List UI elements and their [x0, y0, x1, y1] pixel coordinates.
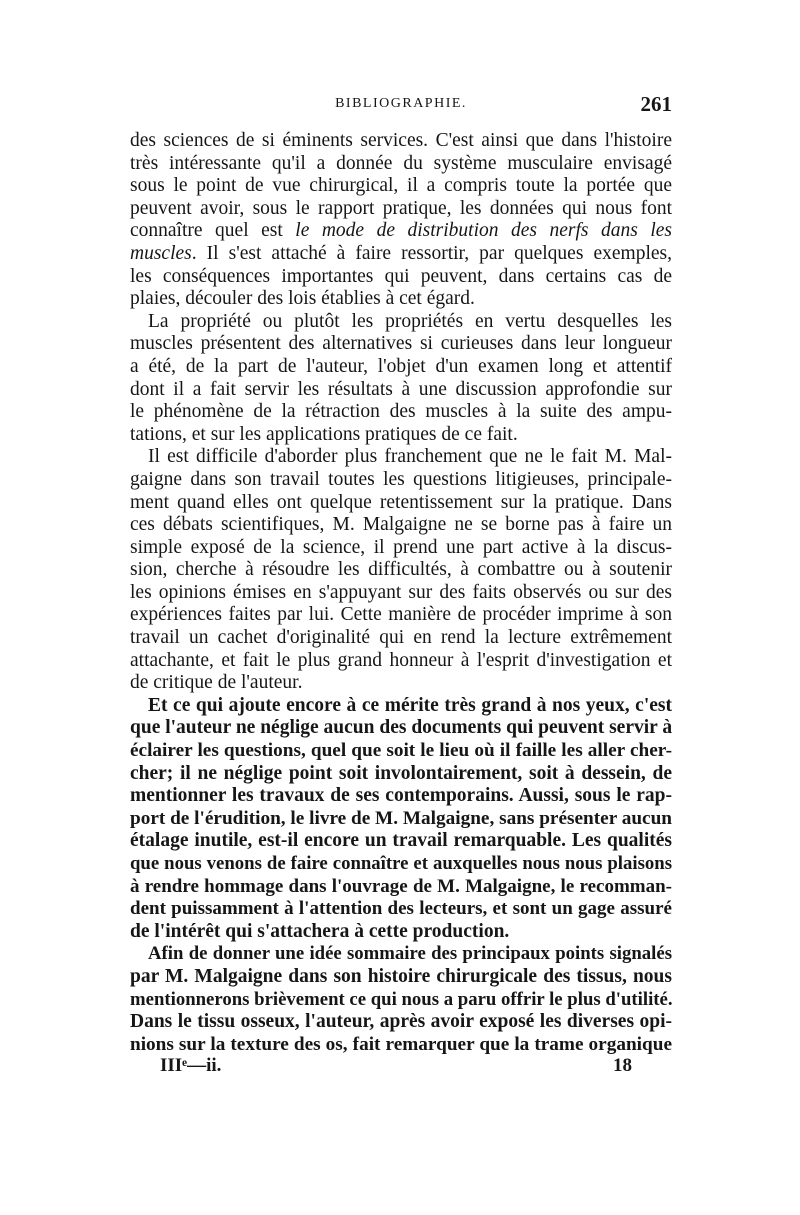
text-line: des sciences de si éminents services. C'est ainsi que dans l'histoire — [130, 130, 672, 151]
text-line: le phénomène de la rétraction des muscles à la suite des ampu- — [130, 401, 672, 423]
text-line: les conséquences importantes qui peuvent, dans certains cas de — [130, 265, 672, 287]
text-line: muscles présentent des alternatives si curieuses dans leur longueur — [130, 333, 672, 355]
text-line: port de l'érudition, le livre de M. Malgaigne, sans présenter aucun — [130, 807, 673, 829]
text-line: a été, de la part de l'auteur, l'objet d'un examen long et attentif — [130, 355, 672, 377]
body-text — [130, 130, 672, 1056]
text-line: ces débats scientifiques, M. Malgaigne ne se borne pas à faire un — [130, 514, 672, 536]
text-line: tations, et sur les applications pratiques de ce fait. — [130, 423, 518, 445]
text-line: très intéressante qu'il a donnée du système musculaire envisagé — [130, 152, 672, 174]
text-line: dent puissamment à l'attention des lecteurs, et sont un gage assuré — [130, 898, 672, 920]
text-line: travail un cachet d'originalité qui en rend la lecture extrêmement — [130, 627, 672, 649]
signature-mark: IIIᵉ—ii. — [160, 1055, 222, 1076]
text-line: simple exposé de la science, il prend une part active à la discus- — [130, 536, 672, 558]
text-line: par M. Malgaigne dans son histoire chirurgicale des tissus, nous — [130, 965, 672, 987]
text-segment: connaître quel est — [130, 220, 296, 242]
text-line: cher; il ne néglige point soit involontairement, soit à dessein, de — [130, 762, 672, 784]
text-line: les opinions émises en s'appuyant sur des faits observés ou sur des — [130, 581, 672, 603]
text-line: éclairer les questions, quel que soit le lieu où il faille les aller cher- — [130, 740, 672, 762]
text-line: sion, cherche à résoudre les difficultés, à combattre ou à soutenir — [130, 559, 672, 581]
text-line: que l'auteur ne néglige aucun des documents qui peuvent servir à — [130, 717, 673, 739]
text-line: ment quand elles ont quelque retentissement sur la pratique. Dans — [130, 491, 672, 513]
text-line: expériences faites par lui. Cette manière de procéder imprime à son — [130, 604, 672, 626]
text-line: dont il a fait servir les résultats à une discussion approfondie sur — [130, 378, 672, 400]
text-segment: . Il s'est attaché à faire ressortir, par quelques exemples, — [191, 242, 672, 264]
text-line: de critique de l'auteur. — [130, 672, 303, 694]
text-line: attachante, et fait le plus grand honneur à l'esprit d'investigation et — [130, 649, 672, 671]
text-line — [130, 220, 672, 243]
text-line: mentionnerons brièvement ce qui nous a paru offrir le plus d'utilité. — [130, 988, 673, 1010]
text-line: plaies, découler des lois établies à cet égard. — [130, 288, 475, 310]
text-line: à rendre hommage dans l'ouvrage de M. Malgaigne, le recomman- — [130, 875, 672, 897]
text-line: La propriété ou plutôt les propriétés en vertu desquelles les — [148, 310, 672, 332]
text-line: que nous venons de faire connaître et auxquelles nous nous plaisons — [130, 853, 672, 874]
page-footer — [160, 1055, 632, 1081]
text-line: peuvent avoir, sous le rapport pratique, les données qui nous font — [130, 197, 672, 219]
text-line — [130, 243, 672, 266]
text-line: gaigne dans son travail toutes les questions litigieuses, principale- — [130, 468, 672, 490]
text-line: nions sur la texture des os, fait remarquer que la trame organique — [130, 1033, 672, 1055]
page-header — [130, 92, 672, 120]
text-line: Dans le tissu osseux, l'auteur, après avoir exposé les diverses opi- — [130, 1011, 672, 1033]
text-line: Il est difficile d'aborder plus franchement que ne le fait M. Mal- — [148, 446, 672, 468]
text-line: étalage inutile, est-il encore un travail remarquable. Les qualités — [130, 830, 672, 852]
italic-phrase: le mode de distribution des nerfs dans les — [295, 220, 672, 242]
text-line: de l'intérêt qui s'attachera à cette production. — [130, 920, 510, 942]
running-title: BIBLIOGRAPHIE. — [335, 96, 467, 111]
italic-phrase: muscles — [130, 242, 192, 264]
text-line: sous le point de vue chirurgical, il a compris toute la portée que — [130, 175, 672, 197]
text-line: mentionner les travaux de ses contemporains. Aussi, sous le rap- — [130, 785, 672, 807]
sheet-number: 18 — [613, 1055, 632, 1076]
text-line: Afin de donner une idée sommaire des principaux points signalés — [148, 943, 672, 965]
page-number: 261 — [640, 92, 672, 116]
text-line: Et ce qui ajoute encore à ce mérite très grand à nos yeux, c'est — [148, 694, 672, 716]
